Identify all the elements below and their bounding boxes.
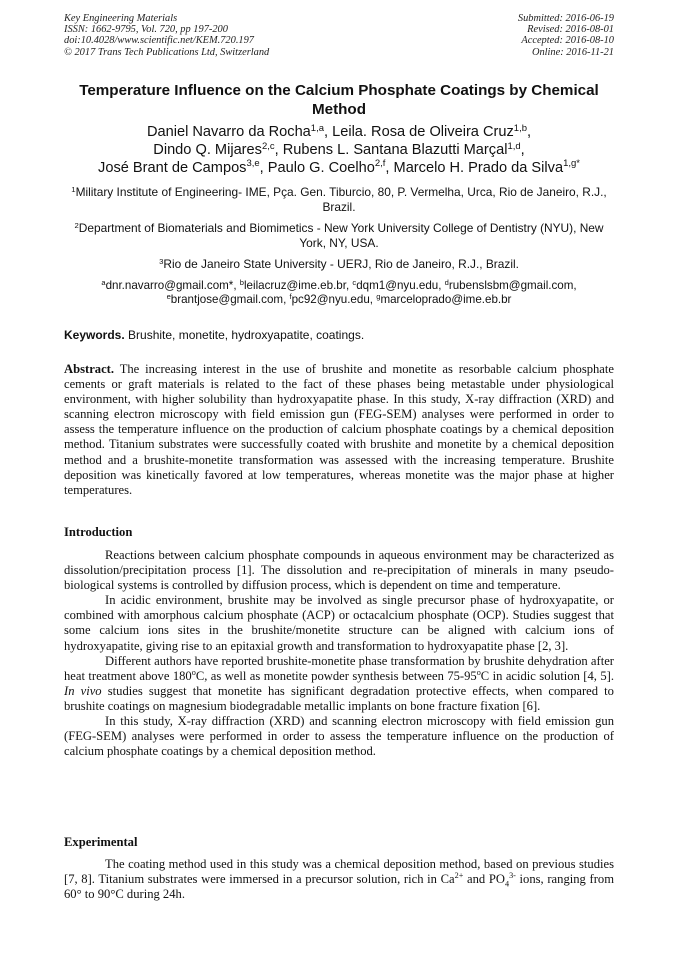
- email-link[interactable]: marceloprado@ime.eb.br: [380, 293, 512, 307]
- online-date: Online: 2016-11-21: [531, 46, 614, 58]
- abstract-label: Abstract.: [64, 362, 115, 376]
- submitted-date: Submitted: 2016-06-19: [517, 13, 614, 24]
- text-run: ions, ranging from 60° to 90°C during 24h.: [64, 872, 614, 902]
- affiliation-3: [64, 257, 614, 272]
- degree-superscript: o: [476, 667, 481, 677]
- email-marker: f: [289, 292, 292, 302]
- authors-line-3: José Brant de Campos$^{3,e}$, Paulo G. Coelho$^{2,f}$, Marcelo H. Prado da Silva$^{1,g*}$: [98, 158, 580, 176]
- experimental-heading: Experimental: [64, 835, 138, 849]
- formula-subscript: 4: [504, 879, 510, 889]
- text-run: and PO: [463, 872, 505, 887]
- email-link[interactable]: brantjose@gmail.com: [170, 293, 284, 307]
- author-affil-marker: 2,f: [374, 158, 386, 170]
- italic-term: In vivo: [64, 683, 102, 698]
- email-link[interactable]: dqm1@nyu.edu: [356, 279, 439, 292]
- abstract-text: The increasing interest in the use of brushite and monetite as resorbable calcium phosphate cements or graft materials is related to the fact of these phases being metastable under physiological environment, with higher solubility than hydroxyapatite phase. In this study, X-ray diffraction (XRD) and scanning electron microscopy with field emission gun (FEG-SEM) analyses were performed in order to assess the temperature influence on the production of calcium phosphate coatings by a chemical deposition method. Titanium substrates were successfully coated with brushite and monetite by a chemical deposition method and a brushite-monetite transformation was assessed with the increasing temperature. Brushite deposition was kinetically favored at low temperatures, whereas monetite was the major phase at higher temperatures.: [64, 362, 614, 497]
- charge-superscript: 2+: [454, 870, 464, 880]
- email-link[interactable]: rubenslsbm@gmail.com: [448, 279, 574, 292]
- abstract: [64, 362, 614, 498]
- charge-superscript: 3-: [509, 870, 516, 880]
- affiliation-text: Rio de Janeiro State University - UERJ, Rio de Janeiro, R.J., Brazil.: [163, 257, 519, 271]
- issn-line: ISSN: 1662-9795, Vol. 720, pp 197-200: [64, 24, 228, 36]
- affiliation-number: 1: [71, 184, 76, 194]
- intro-paragraph-2: In acidic environment, brushite may be involved as single precursor phase of hydroxyapatite, or combined with amorphous calcium phosphate (ACP) or octacalcium phosphate (OCP). Studies suggest that some calcium ions sites in the brushite/monetite structure can be aligned with calcium ions of hydroxyapatite, giving rise to an epitaxial growth and transformation to hydroxyapatite phase [2, 3].: [64, 593, 614, 653]
- journal-name: Key Engineering Materials: [64, 13, 178, 24]
- paper-title: Temperature Influence on the Calcium Phosphate Coatings by Chemical Method: [79, 82, 599, 118]
- affiliation-number: 2: [74, 220, 79, 230]
- email-marker: d: [444, 277, 449, 287]
- doi-line: doi:10.4028/www.scientific.net/KEM.720.197: [64, 35, 254, 47]
- intro-paragraph-1: Reactions between calcium phosphate compounds in aqueous environment may be characterized as dissolution/precipitation process [1]. The dissolution and re-precipitation of minerals in many pseudo-biological systems is controlled by diffusion process, which is dependent on time and temperature.: [64, 548, 614, 593]
- journal-info: [64, 13, 269, 58]
- email-link[interactable]: dnr.navarro@gmail.com*: [105, 279, 234, 292]
- intro-paragraph-4: In this study, X-ray diffraction (XRD) and scanning electron microscopy with field emission gun (FEG-SEM) analyses were performed in order to assess the temperature influence on the production of calcium phosphate coatings by a chemical deposition method.: [64, 714, 614, 759]
- author-name: Rubens L. Santana Blazutti Marçal: [282, 141, 508, 158]
- email-list: [64, 279, 614, 308]
- authors-line-1: Daniel Navarro da Rocha$^{1,a}$, Leila. Rosa de Oliveira Cruz$^{1,b}$,: [146, 122, 532, 140]
- text-run: C, as well as monetite powder synthesis between 75-95: [195, 668, 477, 683]
- author-name: Daniel Navarro da Rocha: [146, 124, 311, 140]
- emails-line-1: $^a$dnr.navarro@gmail.com*, $^b$leilacruz@ime.eb.br, $^c$dqm1@nyu.edu, $^d$rubenslsbm@gmail.com,: [101, 277, 577, 292]
- authors-line-2: Dindo Q. Mijares$^{2,c}$, Rubens L. Santana Blazutti Marçal$^{1,d}$,: [153, 140, 525, 158]
- copyright-line: © 2017 Trans Tech Publications Ltd, Switzerland: [64, 46, 270, 58]
- degree-superscript: o: [191, 667, 196, 677]
- affiliation-1: [64, 185, 614, 215]
- experimental-body: [64, 857, 614, 902]
- keywords-label: Keywords.: [64, 328, 125, 342]
- email-link[interactable]: leilacruz@ime.eb.br: [243, 279, 346, 292]
- author-affil-marker: 2,c: [261, 140, 275, 152]
- text-run: C in acidic solution [4, 5].: [480, 668, 614, 683]
- author-name: José Brant de Campos: [98, 159, 247, 176]
- author-affil-marker: 3,e: [246, 158, 260, 170]
- text-run: The coating method used in this study was a chemical deposition method, based on previous studies [7, 8]. Titanium substrates were immersed in a precursor solution, rich in Ca: [64, 857, 614, 887]
- author-affil-marker: 1,a: [310, 122, 324, 134]
- author-name: Dindo Q. Mijares: [153, 141, 262, 158]
- email-marker: b: [239, 277, 244, 287]
- emails-line-2: $^e$brantjose@gmail.com, $^f$pc92@nyu.edu, $^g$marceloprado@ime.eb.br: [166, 292, 512, 307]
- author-name: Leila. Rosa de Oliveira Cruz: [332, 124, 514, 140]
- revised-date: Revised: 2016-08-01: [527, 24, 614, 36]
- text-run: studies suggest that monetite has significant degradation protective effects, when compared to brushite coatings on magnesium biodegradable metallic implants on bone fracture fixation [6].: [64, 683, 614, 713]
- affiliation-number: 3: [159, 256, 164, 266]
- keywords-text: Brushite, monetite, hydroxyapatite, coatings.: [124, 328, 365, 342]
- author-affil-marker: 1,b: [513, 122, 527, 134]
- email-marker: c: [352, 277, 357, 287]
- author-list: [64, 124, 614, 177]
- accepted-date: Accepted: 2016-08-10: [521, 35, 614, 47]
- email-marker: a: [101, 277, 106, 287]
- author-affil-marker: 1,d: [507, 140, 521, 152]
- intro-paragraph-3: [64, 654, 614, 714]
- affiliation-text: Department of Biomaterials and Biomimetics - New York University College of Dentistry (NYU), New York, NY, USA.: [78, 221, 604, 251]
- email-marker: e: [166, 292, 171, 302]
- author-name: Paulo G. Coelho: [267, 159, 375, 176]
- affiliation-2: [64, 221, 614, 251]
- affiliation-text: Military Institute of Engineering- IME, Pça. Gen. Tiburcio, 80, P. Vermelha, Urca, Rio de Janeiro, R.J., Brazil.: [75, 185, 607, 215]
- keywords: [64, 328, 614, 342]
- introduction-heading: Introduction: [64, 525, 133, 539]
- introduction-body: [64, 548, 614, 759]
- text-run: Different authors have reported brushite-monetite phase transformation by brushite dehydration after heat treatment above 180: [64, 653, 614, 683]
- email-link[interactable]: pc92@nyu.edu: [291, 293, 370, 307]
- exp-paragraph-1: [64, 857, 614, 902]
- author-affil-marker: 1,g*: [563, 158, 580, 170]
- email-marker: g: [376, 292, 381, 302]
- dates-info: [518, 13, 614, 58]
- author-name: Marcelo H. Prado da Silva: [393, 159, 564, 176]
